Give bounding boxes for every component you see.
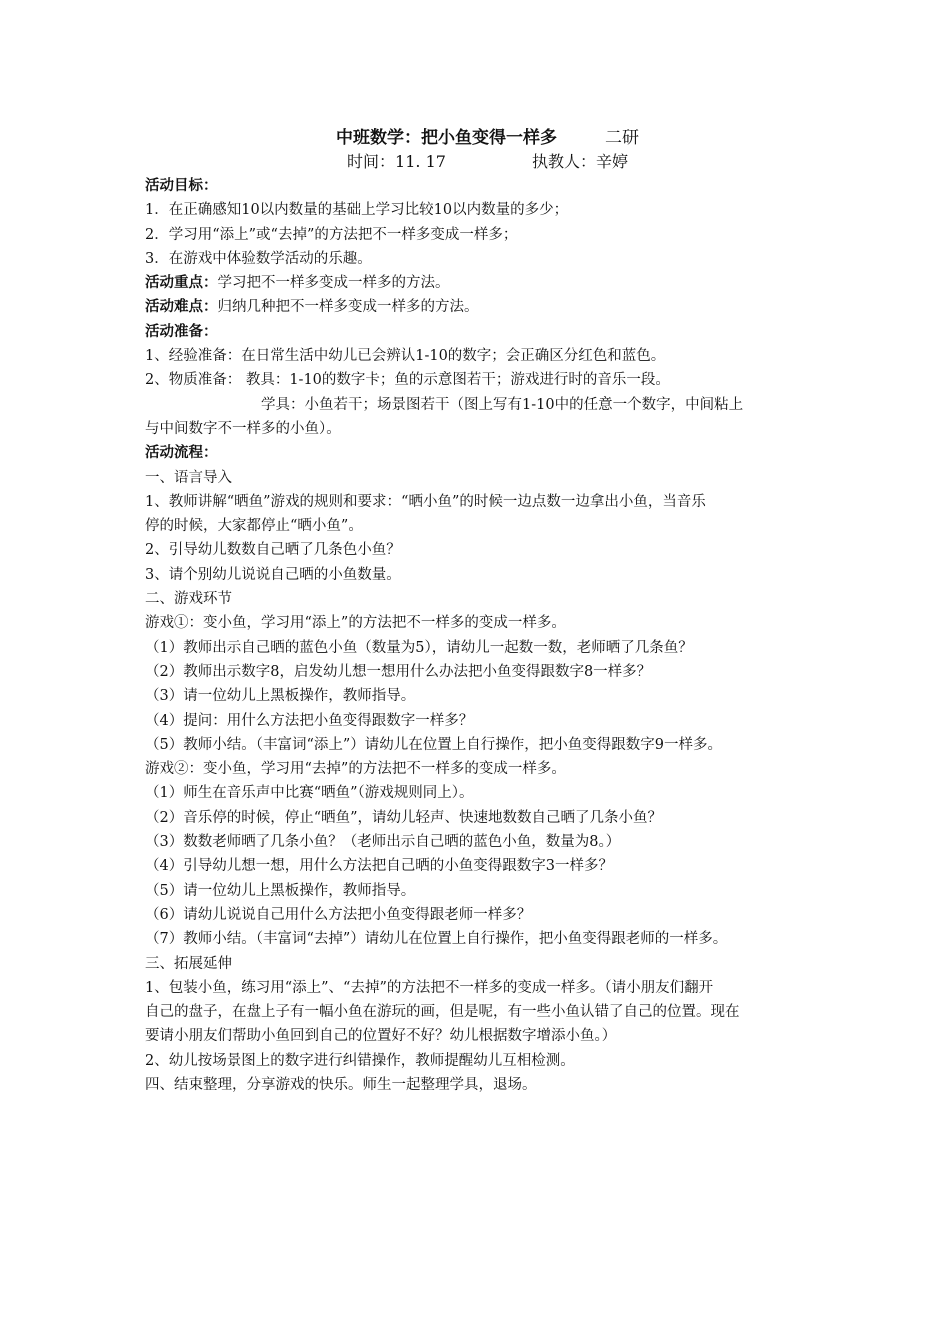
doc-time: 时间：11. 17 — [347, 152, 446, 171]
game-step: （6）请幼儿说说自己用什么方法把小鱼变得跟老师一样多？ — [145, 906, 532, 923]
game-step: （2）教师出示数字8，启发幼儿想一想用什么办法把小鱼变得跟数字8一样多？ — [145, 663, 652, 680]
flow-heading: 活动流程： — [145, 444, 218, 462]
paragraph-line: 自己的盘子，在盘上子有一幅小鱼在游玩的画，但是呢，有一些小鱼认错了自己的位置。现在 — [145, 1004, 740, 1021]
game-step: （3）数数老师晒了几条小鱼？（老师出示自己晒的蓝色小鱼，数量为8。） — [145, 834, 621, 851]
game-step: （1）师生在音乐声中比赛“晒鱼”（游戏规则同上）。 — [145, 785, 474, 802]
paragraph-line: 要请小朋友们帮助小鱼回到自己的位置好不好？幼儿根据数字增添小鱼。） — [145, 1028, 617, 1045]
title-row — [165, 126, 810, 150]
game-step: （7）教师小结。（丰富词“去掉”）请幼儿在位置上自行操作，把小鱼变得跟老师的一样多。 — [145, 931, 728, 948]
game-step: （4）提问：用什么方法把小鱼变得跟数字一样多？ — [145, 712, 474, 729]
game-title: 游戏①：变小鱼，学习用“添上”的方法把不一样多的变成一样多。 — [145, 615, 566, 632]
doc-tag: 二研 — [605, 128, 639, 148]
paragraph-line: 3、请个别幼儿说说自己晒的小鱼数量。 — [145, 566, 401, 583]
document-page — [145, 126, 810, 1097]
doc-title: 中班数学：把小鱼变得一样多 — [336, 128, 557, 148]
goals-heading: 活动目标： — [145, 177, 218, 194]
paragraph-line: 2、引导幼儿数数自己晒了几条色小鱼？ — [145, 542, 401, 559]
section-title: 三、拓展延伸 — [145, 955, 232, 972]
game-step: （4）引导幼儿想一想，用什么方法把自己晒的小鱼变得跟数字3一样多？ — [145, 858, 613, 875]
meta-row — [165, 150, 810, 174]
paragraph-line: 2、幼儿按场景图上的数字进行纠错操作，教师提醒幼儿互相检测。 — [145, 1052, 575, 1069]
difficulty-text: 归纳几种把不一样多变成一样多的方法。 — [217, 299, 479, 316]
prep-item: 1、经验准备：在日常生活中幼儿已会辨认1-10的数字；会正确区分红色和蓝色。 — [145, 348, 666, 365]
paragraph-line: 1、包装小鱼，练习用“添上”、“去掉”的方法把不一样多的变成一样多。（请小朋友们翻开 — [145, 979, 714, 996]
section-title: 四、结束整理，分享游戏的快乐。师生一起整理学具，退场。 — [145, 1076, 537, 1093]
game-step: （1）教师出示自己晒的蓝色小鱼（数量为5），请幼儿一起数一数，老师晒了几条鱼？ — [145, 639, 693, 656]
game-step: （5）教师小结。（丰富词“添上”）请幼儿在位置上自行操作，把小鱼变得跟数字9一样多。 — [145, 736, 723, 753]
prep-item: 2、物质准备： 教具：1-10的数字卡；鱼的示意图若干；游戏进行时的音乐一段。 — [145, 372, 670, 389]
goal-item: 3．在游戏中体验数学活动的乐趣。 — [145, 250, 372, 267]
prep-heading: 活动准备： — [145, 322, 218, 340]
key-text: 学习把不一样多变成一样多的方法。 — [217, 275, 450, 292]
paragraph-line: 1、教师讲解“晒鱼”游戏的规则和要求：“晒小鱼”的时候一边点数一边拿出小鱼，当音乐 — [145, 493, 706, 510]
prep-item: 学具：小鱼若干；场景图若干（图上写有1-10中的任意一个数字，中间粘上 — [261, 396, 744, 413]
key-point — [145, 271, 810, 295]
prep-item-continued: 与中间数字不一样多的小鱼）。 — [145, 420, 341, 437]
game-step: （3）请一位幼儿上黑板操作，教师指导。 — [145, 688, 416, 705]
section-title: 二、游戏环节 — [145, 591, 232, 608]
game-step: （2）音乐停的时候，停止“晒鱼”，请幼儿轻声、快速地数数自己晒了几条小鱼？ — [145, 809, 663, 826]
game-title: 游戏②：变小鱼，学习用“去掉”的方法把不一样多的变成一样多。 — [145, 761, 566, 778]
key-label: 活动重点： — [145, 274, 218, 292]
paragraph-line: 停的时候，大家都停止“晒小鱼”。 — [145, 518, 363, 535]
goal-item: 2．学习用“添上”或“去掉”的方法把不一样多变成一样多； — [145, 226, 518, 243]
difficulty-label: 活动难点： — [145, 298, 218, 316]
doc-teacher: 执教人：辛婷 — [531, 152, 628, 171]
difficulty-point — [145, 295, 810, 319]
game-step: （5）请一位幼儿上黑板操作，教师指导。 — [145, 882, 416, 899]
section-title: 一、语言导入 — [145, 469, 232, 486]
goal-item: 1．在正确感知10以内数量的基础上学习比较10以内数量的多少； — [145, 202, 569, 219]
